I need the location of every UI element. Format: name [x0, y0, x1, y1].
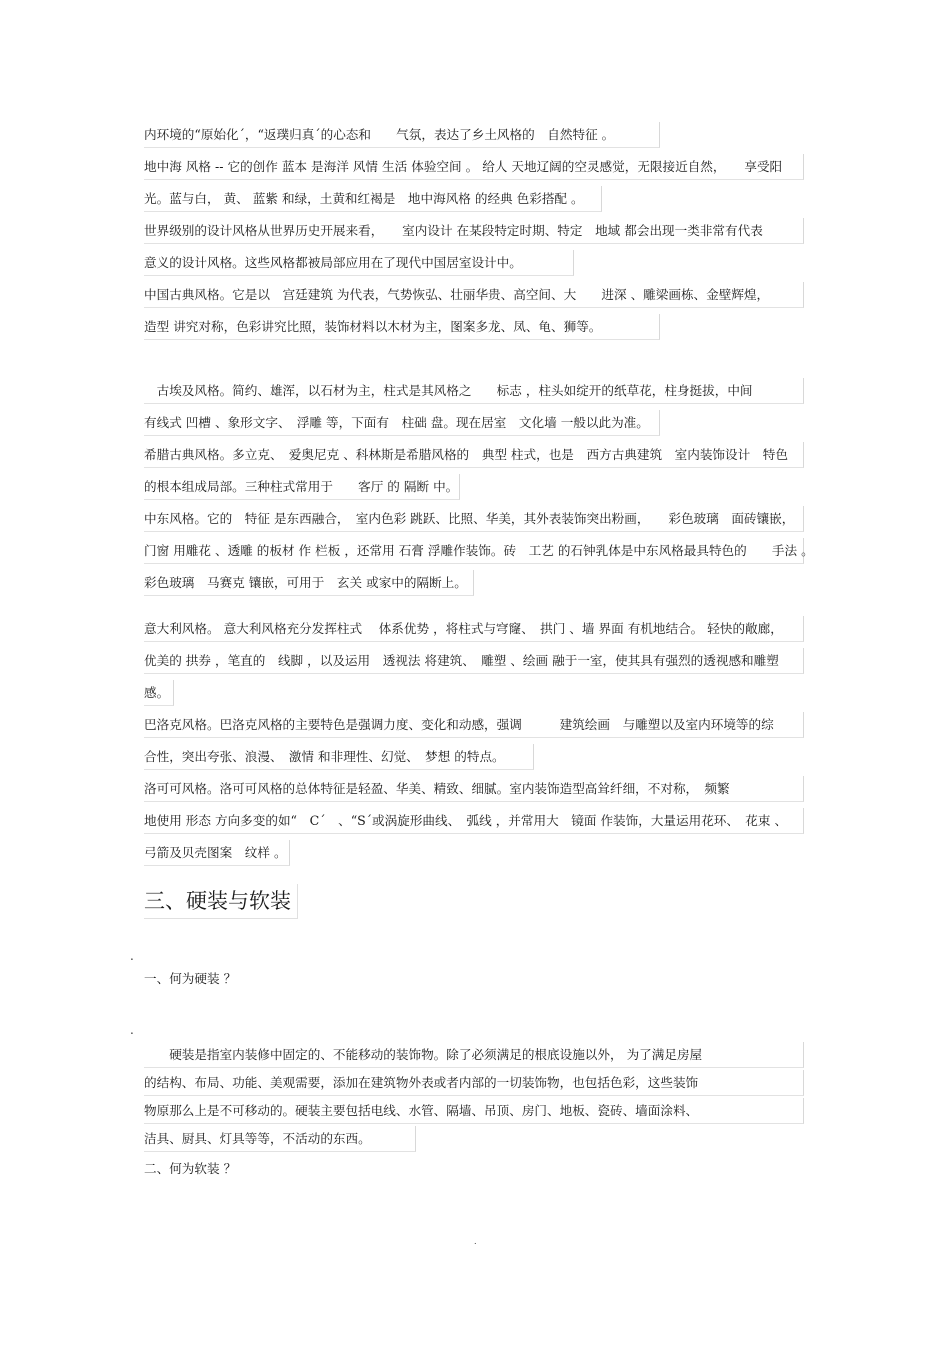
section-heading: 三、硬装与软装 — [144, 884, 298, 919]
margin-mark — [88, 934, 96, 960]
text-line: 优美的 拱券 ，笔直的 线脚 ，以及运用 透视法 将建筑、 雕塑 、绘画 融于一室，使其具有强烈的透视感和雕塑 — [144, 648, 804, 674]
text-line: 的根本组成局部。三种柱式常用于 客厅 的 隔断 中。 — [144, 474, 460, 500]
text-line: 巴洛克风格。巴洛克风格的主要特色是强调力度、变化和动感，强调 建筑绘画 与雕塑以及室内环境等的综 — [144, 712, 804, 738]
text-line: 物原那么上是不可移动的。硬装主要包括电线、水管、隔墙、吊顶、房门、地板、瓷砖、墙面涂料、 — [144, 1098, 804, 1124]
text-line: 洁具、厨具、灯具等等，不活动的东西。 — [144, 1126, 416, 1152]
bullet-dot: . — [130, 1023, 134, 1037]
text-line: 世界级别的设计风格从世界历史开展来看， 室内设计 在某段特定时期、特定 地域 都会出现一类非常有代表 — [144, 218, 804, 244]
text-line: 感。 — [144, 680, 174, 706]
text-line: 中东风格。它的 特征 是东西融合， 室内色彩 跳跃、比照、华美，其外表装饰突出粉画， 彩色玻璃 面砖镶嵌， — [144, 506, 804, 532]
text-line: 合性，突出夸张、浪漫、 激情 和非理性、幻觉、 梦想 的特点。 — [144, 744, 534, 770]
text-line: 造型 讲究对称，色彩讲究比照，装饰材料以木材为主，图案多龙、凤、龟、狮等。 — [144, 314, 660, 340]
text-line: 意大利风格。 意大利风格充分发挥柱式 体系优势 ，将柱式与穹窿、 拱门 、墙 界面 有机地结合。 轻快的敞廊， — [144, 616, 804, 642]
text-line: 有线式 凹槽 、象形文字、 浮雕 等，下面有 柱础 盘。现在居室 文化墙 一般以此为准。 — [144, 410, 660, 436]
text-line: 内环境的“原始化ˊ，“返璞归真ˊ的心态和 气氛，表达了乡土风格的 自然特征 。 — [144, 122, 660, 148]
subheading-hard-decoration: 一、何为硬装 ？ — [144, 971, 237, 986]
bullet-dot: . — [130, 949, 134, 963]
text-line: 硬装是指室内装修中固定的、不能移动的装饰物。除了必须满足的根底设施以外， 为了满足房屋 — [144, 1042, 804, 1068]
text-line: 古埃及风格。简约、雄浑，以石材为主，柱式是其风格之 标志 ，柱头如绽开的纸草花，柱身挺拔，中间 — [144, 378, 804, 404]
text-line: 地使用 形态 方向多变的如“ Cˊ 、“Sˊ或涡旋形曲线、 弧线 ，并常用大 镜面 作装饰，大量运用花环、 花束 、 — [144, 808, 804, 834]
text-line: 门窗 用雕花 、透雕 的板材 作 栏板 ，还常用 石膏 浮雕作装饰。砖 工艺 的石钟乳体是中东风格最具特色的 手法 。 — [144, 538, 804, 564]
text-line: 弓箭及贝壳图案 纹样 。 — [144, 840, 290, 866]
margin-mark — [88, 994, 96, 1038]
text-line: 洛可可风格。洛可可风格的总体特征是轻盈、华美、精致、细腻。室内装饰造型高耸纤细，不对称， 频繁 — [144, 776, 804, 802]
text-line: 的结构、布局、功能、美观需要，添加在建筑物外表或者内部的一切装饰物，也包括色彩，这些装饰 — [144, 1070, 804, 1096]
text-line: 希腊古典风格。多立克、 爱奥尼克 、科林斯是希腊风格的 典型 柱式，也是 西方古典建筑 室内装饰设计 特色 — [144, 442, 804, 468]
footer-dot: . — [474, 1237, 477, 1246]
text-line: 中国古典风格。它是以 宫廷建筑 为代表，气势恢弘、壮丽华贵、高空间、大 进深 、雕梁画栋、金壁辉煌， — [144, 282, 804, 308]
text-line: 彩色玻璃 马赛克 镶嵌，可用于 玄关 或家中的隔断上。 — [144, 570, 474, 596]
text-line: 光。蓝与白， 黄、 蓝紫 和绿，土黄和红褐是 地中海风格 的经典 色彩搭配 。 — [144, 186, 602, 212]
text-line: 意义的设计风格。这些风格都被局部应用在了现代中国居室设计中。 — [144, 250, 574, 276]
subheading-soft-decoration: 二、何为软装 ？ — [144, 1161, 237, 1176]
text-line: 地中海 风格 -- 它的创作 蓝本 是海洋 风情 生活 体验空间 。 给人 天地辽阔的空灵感觉，无限接近自然， 享受阳 — [144, 154, 804, 180]
